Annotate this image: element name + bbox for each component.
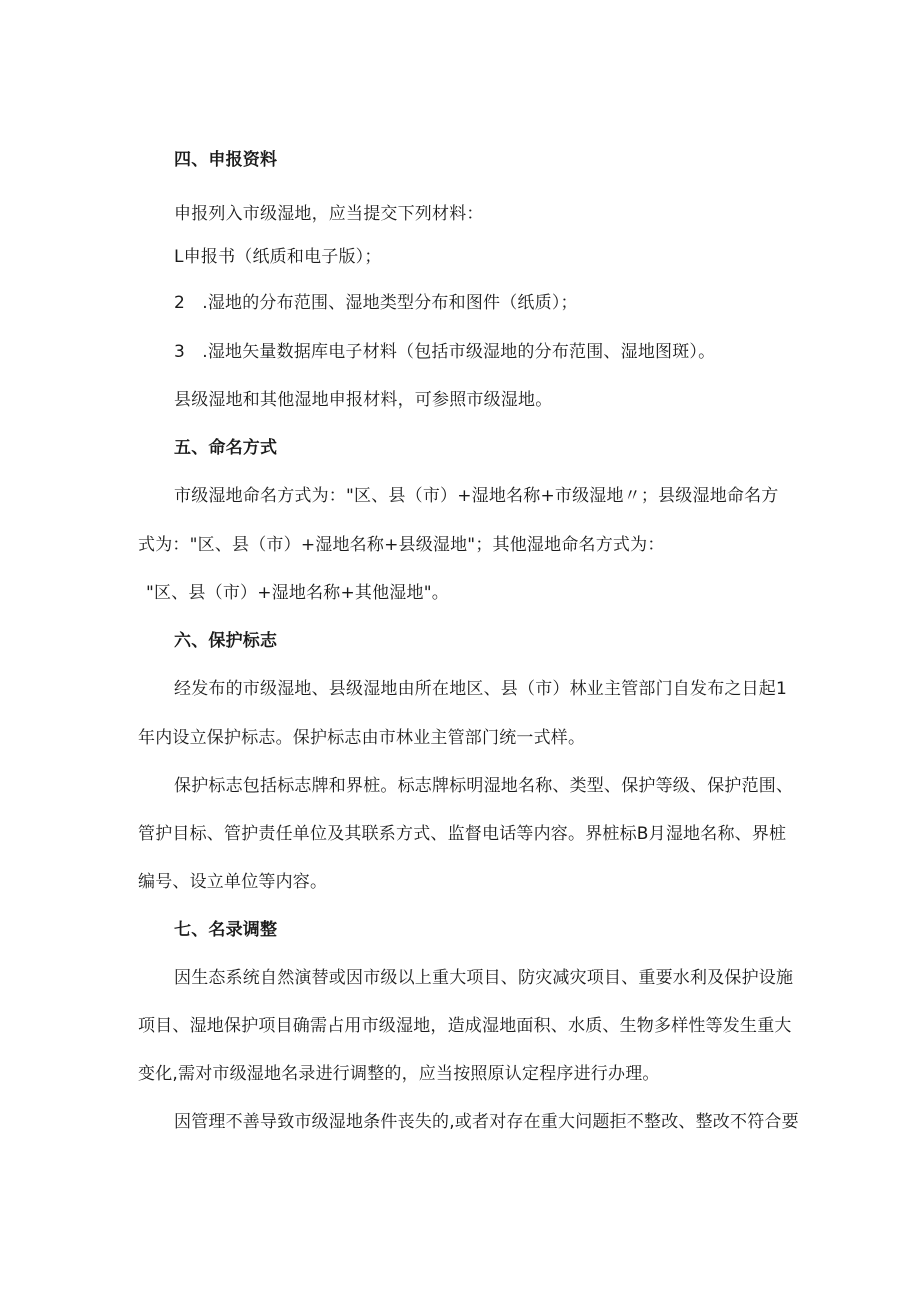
section4-item-1: L申报书（纸质和电子版）； [174, 247, 382, 267]
section4-item-2: 2 .湿地的分布范围、湿地类型分布和图件（纸质）； [174, 293, 578, 313]
section-heading-6: 六、保护标志 [174, 631, 278, 651]
section6-line-5: 编号、设立单位等内容。 [138, 872, 328, 892]
section7-line-3: 变化,需对市级湿地名录进行调整的，应当按照原认定程序进行办理。 [138, 1064, 660, 1084]
section7-line-1: 因生态系统自然演替或因市级以上重大项目、防灾减灾项目、重要水利及保护设施 [174, 968, 794, 988]
section7-line-2: 项目、湿地保护项目确需占用市级湿地，造成湿地面积、水质、生物多样性等发生重大 [138, 1016, 792, 1036]
section5-line-3: "区、县（市）+湿地名称+其他湿地"。 [146, 583, 449, 603]
section6-line-1: 经发布的市级湿地、县级湿地由所在地区、县（市）林业主管部门自发布之日起1 [174, 679, 788, 699]
section5-line-2: 式为："区、县（市）+湿地名称+县级湿地"；其他湿地命名方式为： [138, 535, 665, 555]
section-heading-5: 五、命名方式 [174, 438, 278, 458]
section4-intro: 申报列入市级湿地，应当提交下列材料： [174, 204, 484, 224]
section-heading-7: 七、名录调整 [174, 920, 278, 940]
section7-line-4: 因管理不善导致市级湿地条件丧失的,或者对存在重大问题拒不整改、整改不符合要 [174, 1112, 799, 1132]
section5-line-1: 市级湿地命名方式为："区、县（市）+湿地名称+市级湿地〃；县级湿地命名方 [174, 486, 779, 506]
section6-line-3: 保护标志包括标志牌和界桩。标志牌标明湿地名称、类型、保护等级、保护范围、 [174, 776, 794, 796]
section-heading-4: 四、申报资料 [174, 150, 278, 170]
section6-line-2: 年内设立保护标志。保护标志由市林业主管部门统一式样。 [138, 728, 586, 748]
section4-item-3: 3 .湿地矢量数据库电子材料（包括市级湿地的分布范围、湿地图斑）。 [174, 342, 716, 362]
section6-line-4: 管护目标、管护责任单位及其联系方式、监督电话等内容。界桩标B月湿地名称、界桩 [138, 824, 787, 844]
section4-note: 县级湿地和其他湿地申报材料，可参照市级湿地。 [174, 390, 553, 410]
